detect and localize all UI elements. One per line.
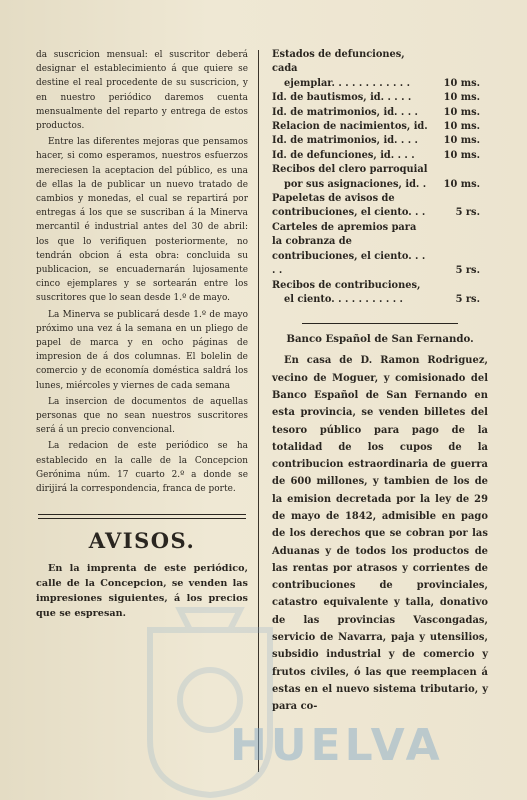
- price-value: 10 ms.: [443, 121, 480, 133]
- price-value: 5 rs.: [455, 293, 480, 305]
- avisos-intro: En la imprenta de este periódico, calle de la Concepcion, se venden las impresiones siguientes, á los precios que se espresan.: [36, 563, 248, 620]
- price-row: [272, 48, 488, 91]
- price-row: [272, 91, 488, 105]
- price-desc: ejemplar. . . . . . . . . . . .: [284, 77, 411, 89]
- price-row: [272, 163, 488, 192]
- right-column: [272, 48, 488, 716]
- paragraph-minerva: La Minerva se publicará desde 1.º de mayo próximo una vez á la semana en un pliego de papel de marca y en ocho páginas de impresion de á dos columnas. El bolelin de comercio y de economía doméstica saldrá los lunes, miércoles y viernes de cada semana: [36, 309, 248, 391]
- price-desc: Relacion de nacimientos, id.: [272, 121, 428, 133]
- price-value: 10 ms.: [443, 106, 480, 118]
- price-desc: Id. de matrimonios, id. . . .: [272, 135, 418, 147]
- price-value: 5 rs.: [455, 207, 480, 219]
- price-desc: Id. de matrimonios, id. . . .: [272, 106, 418, 118]
- price-desc: Papeletas de avisos de contribuciones, el ciento. . .: [272, 193, 426, 219]
- paragraph-redacion: La redacion de este periódico se ha establecido en la calle de la Concepcion Gerónima núm. 17 cuarto 2.º a donde se dirijirá la correspondencia, franca de porte.: [36, 441, 248, 495]
- price-desc: Id. de defunciones, id. . . .: [272, 149, 415, 161]
- price-row: [272, 279, 488, 308]
- section-separator: [302, 323, 458, 324]
- price-row: [272, 192, 488, 221]
- bank-heading: Banco Español de San Fernando.: [286, 333, 474, 346]
- watermark-text: HUELVA: [230, 720, 444, 771]
- price-desc: Estados de defunciones, cada: [272, 49, 405, 75]
- price-value: 10 ms.: [443, 92, 480, 104]
- price-row: [272, 221, 488, 279]
- price-row: [272, 149, 488, 163]
- price-desc: Id. de bautismos, id. . . . .: [272, 92, 412, 104]
- left-column: [36, 48, 248, 621]
- price-row: [272, 120, 488, 134]
- section-rule: [38, 514, 246, 519]
- bank-paragraph: En casa de D. Ramon Rodriguez, vecino de Moguer, y comisionado del Banco Español de San Fernando en esta provincia, se venden billetes del tesoro público para pago de la totalidad de los cupos de la contribucion estraordinaria de guerra de 600 millones, y tambien de los de la emision decretada por la ley de 29 de mayo de 1842, admisible en pago de los derechos que se cobran por las Aduanas y de todos los productos de las rentas por atrasos y corrientes de contribuciones de provinciales, catastro equivalente y talla, donativo de las provincias Vascongadas, servicio de Navarra, paja y utensilios, subsidio industrial y de comercio y frutos civiles, ó las que reemplacen á estas en el nuevo sistema tributario, y para co-: [272, 355, 488, 713]
- price-value: 10 ms.: [443, 178, 480, 190]
- price-value: 5 rs.: [455, 265, 480, 277]
- price-value: 10 ms.: [443, 77, 480, 89]
- price-list: [272, 48, 488, 307]
- price-value: 10 ms.: [443, 149, 480, 161]
- price-desc: por sus asignaciones, id. .: [284, 178, 427, 190]
- paragraph-insercion: La insercion de documentos de aquellas personas que no sean nuestros suscritores será á un precio convencional.: [36, 396, 248, 436]
- price-desc: Recibos del clero parroquial: [272, 164, 428, 176]
- column-divider: [258, 50, 259, 772]
- price-value: 10 ms.: [443, 135, 480, 147]
- price-row: [272, 106, 488, 120]
- paragraph-mejoras: Entre las diferentes mejoras que pensamos hacer, si como esperamos, nuestros esfuerzos mereciesen la aceptacion del público, es una de ellas la de publicar un nuevo tratado de cambios y monedas, el cual se repartirá por entregas á los que se suscriban á la Minerva mercantil é industrial antes del 30 de abril: los que lo verifiquen posteriormente, no tendrán obcion á esta obra: concluida su publicacion, se encuadernarán lujosamente cinco ejemplares y se sortearán entre los suscritores que lo sean desde 1.º de mayo.: [36, 137, 248, 304]
- price-desc: el ciento. . . . . . . . . . .: [284, 293, 403, 305]
- price-desc: Recibos de contribuciones,: [272, 279, 421, 291]
- price-desc: Carteles de apremios para la cobranza de contribuciones, el ciento. . . . .: [272, 221, 426, 277]
- avisos-heading: AVISOS.: [88, 528, 196, 554]
- paragraph-suscricion: da suscricion mensual: el suscritor deberá designar el establecimiento á que quiere se destine el real procedente de su suscricion, y en nuestro periódico daremos cuenta mensualmente del reparto y entrega de estos productos.: [36, 50, 248, 132]
- price-row: [272, 134, 488, 148]
